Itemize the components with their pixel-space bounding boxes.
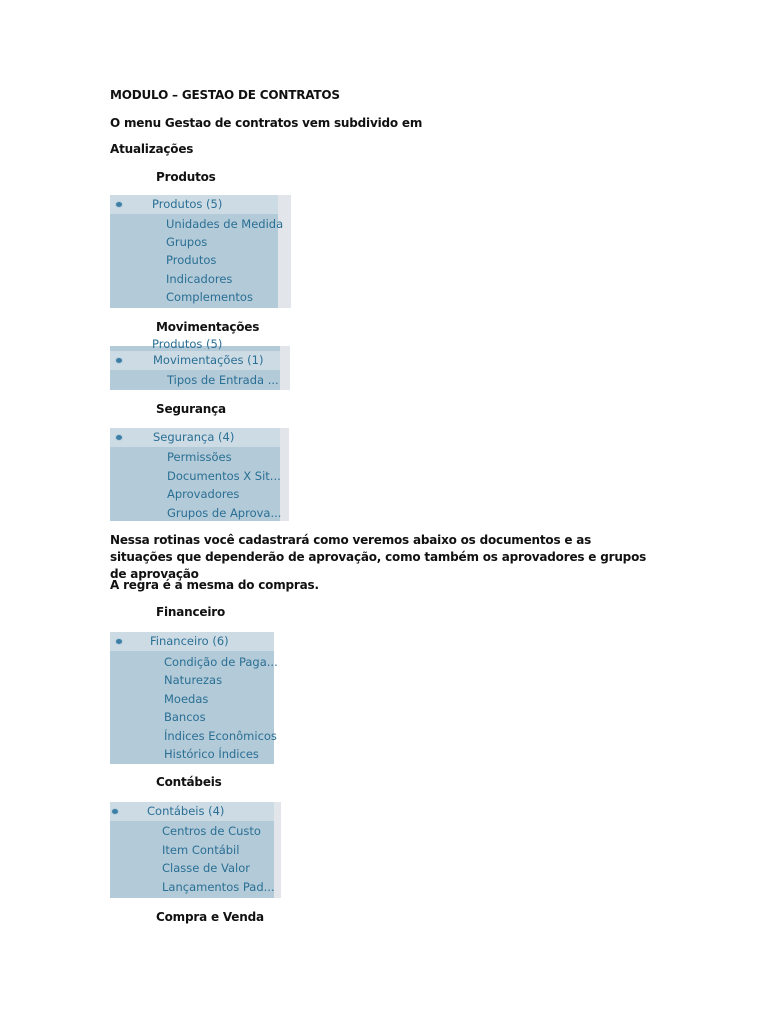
bullet-icon [115,638,123,645]
menu-item[interactable]: Bancos [164,710,206,724]
menu-item[interactable]: Aprovadores [167,487,240,501]
bullet-icon [111,808,119,815]
menu-item[interactable]: Indicadores [166,272,233,286]
menu-item[interactable]: Condição de Paga... [164,655,278,669]
produtos-menu [110,195,291,308]
menu-item[interactable]: Centros de Custo [162,824,261,838]
bullet-icon [115,357,123,364]
produtos-heading: Produtos [156,170,216,184]
menu-item[interactable]: Tipos de Entrada ... [167,373,279,387]
rule-text: A regra é a mesma do compras. [110,578,319,592]
menu-item[interactable]: Moedas [164,692,209,706]
clipped-menu-label: Produtos (5) [152,337,223,351]
menu-item[interactable]: Unidades de Medida [166,217,284,231]
seguranca-heading: Segurança [156,402,226,416]
menu-header-label: Segurança (4) [153,430,235,444]
description-paragraph: Nessa rotinas você cadastrará como veremos abaixo os documentos e as situações que dependerão de aprovação, como também os aprovadores e grupos de aprovação [110,533,647,581]
contabeis-menu [110,802,281,898]
menu-header-label: Contábeis (4) [147,804,225,818]
movimentacoes-heading: Movimentações [156,320,260,334]
menu-item[interactable]: Permissões [167,450,232,464]
bullet-icon [115,434,123,441]
menu-item[interactable]: Item Contábil [162,843,240,857]
menu-item[interactable]: Grupos de Aprova... [167,506,282,520]
menu-item[interactable]: Índices Econômicos [164,729,277,743]
financeiro-heading: Financeiro [156,605,226,619]
financeiro-menu-header[interactable] [110,632,274,651]
menu-item[interactable]: Histórico Índices [164,747,259,761]
bullet-icon [115,201,123,208]
menu-item[interactable]: Lançamentos Pad... [162,880,275,894]
contabeis-menu-header[interactable] [110,802,274,821]
menu-item[interactable]: Complementos [166,290,253,304]
compra-venda-heading: Compra e Venda [156,910,264,924]
menu-header-label: Produtos (5) [152,197,223,211]
section-heading: Atualizações [110,142,194,156]
contabeis-heading: Contábeis [156,775,222,789]
produtos-menu-header[interactable] [110,195,278,214]
menu-item[interactable]: Documentos X Sit... [167,469,281,483]
intro-text: O menu Gestao de contratos vem subdivido em [110,116,423,130]
movimentacoes-menu-header[interactable] [110,351,280,370]
seguranca-menu-header[interactable] [110,428,280,447]
document-title: MODULO – GESTAO DE CONTRATOS [110,88,340,102]
seguranca-menu [110,428,289,521]
menu-item[interactable]: Produtos [166,253,217,267]
menu-header-label: Movimentações (1) [153,353,264,367]
menu-item[interactable]: Naturezas [164,673,223,687]
financeiro-menu [110,632,278,764]
menu-item[interactable]: Grupos [166,235,208,249]
menu-item[interactable]: Classe de Valor [162,861,250,875]
movimentacoes-menu [110,337,290,390]
menu-header-label: Financeiro (6) [150,634,229,648]
